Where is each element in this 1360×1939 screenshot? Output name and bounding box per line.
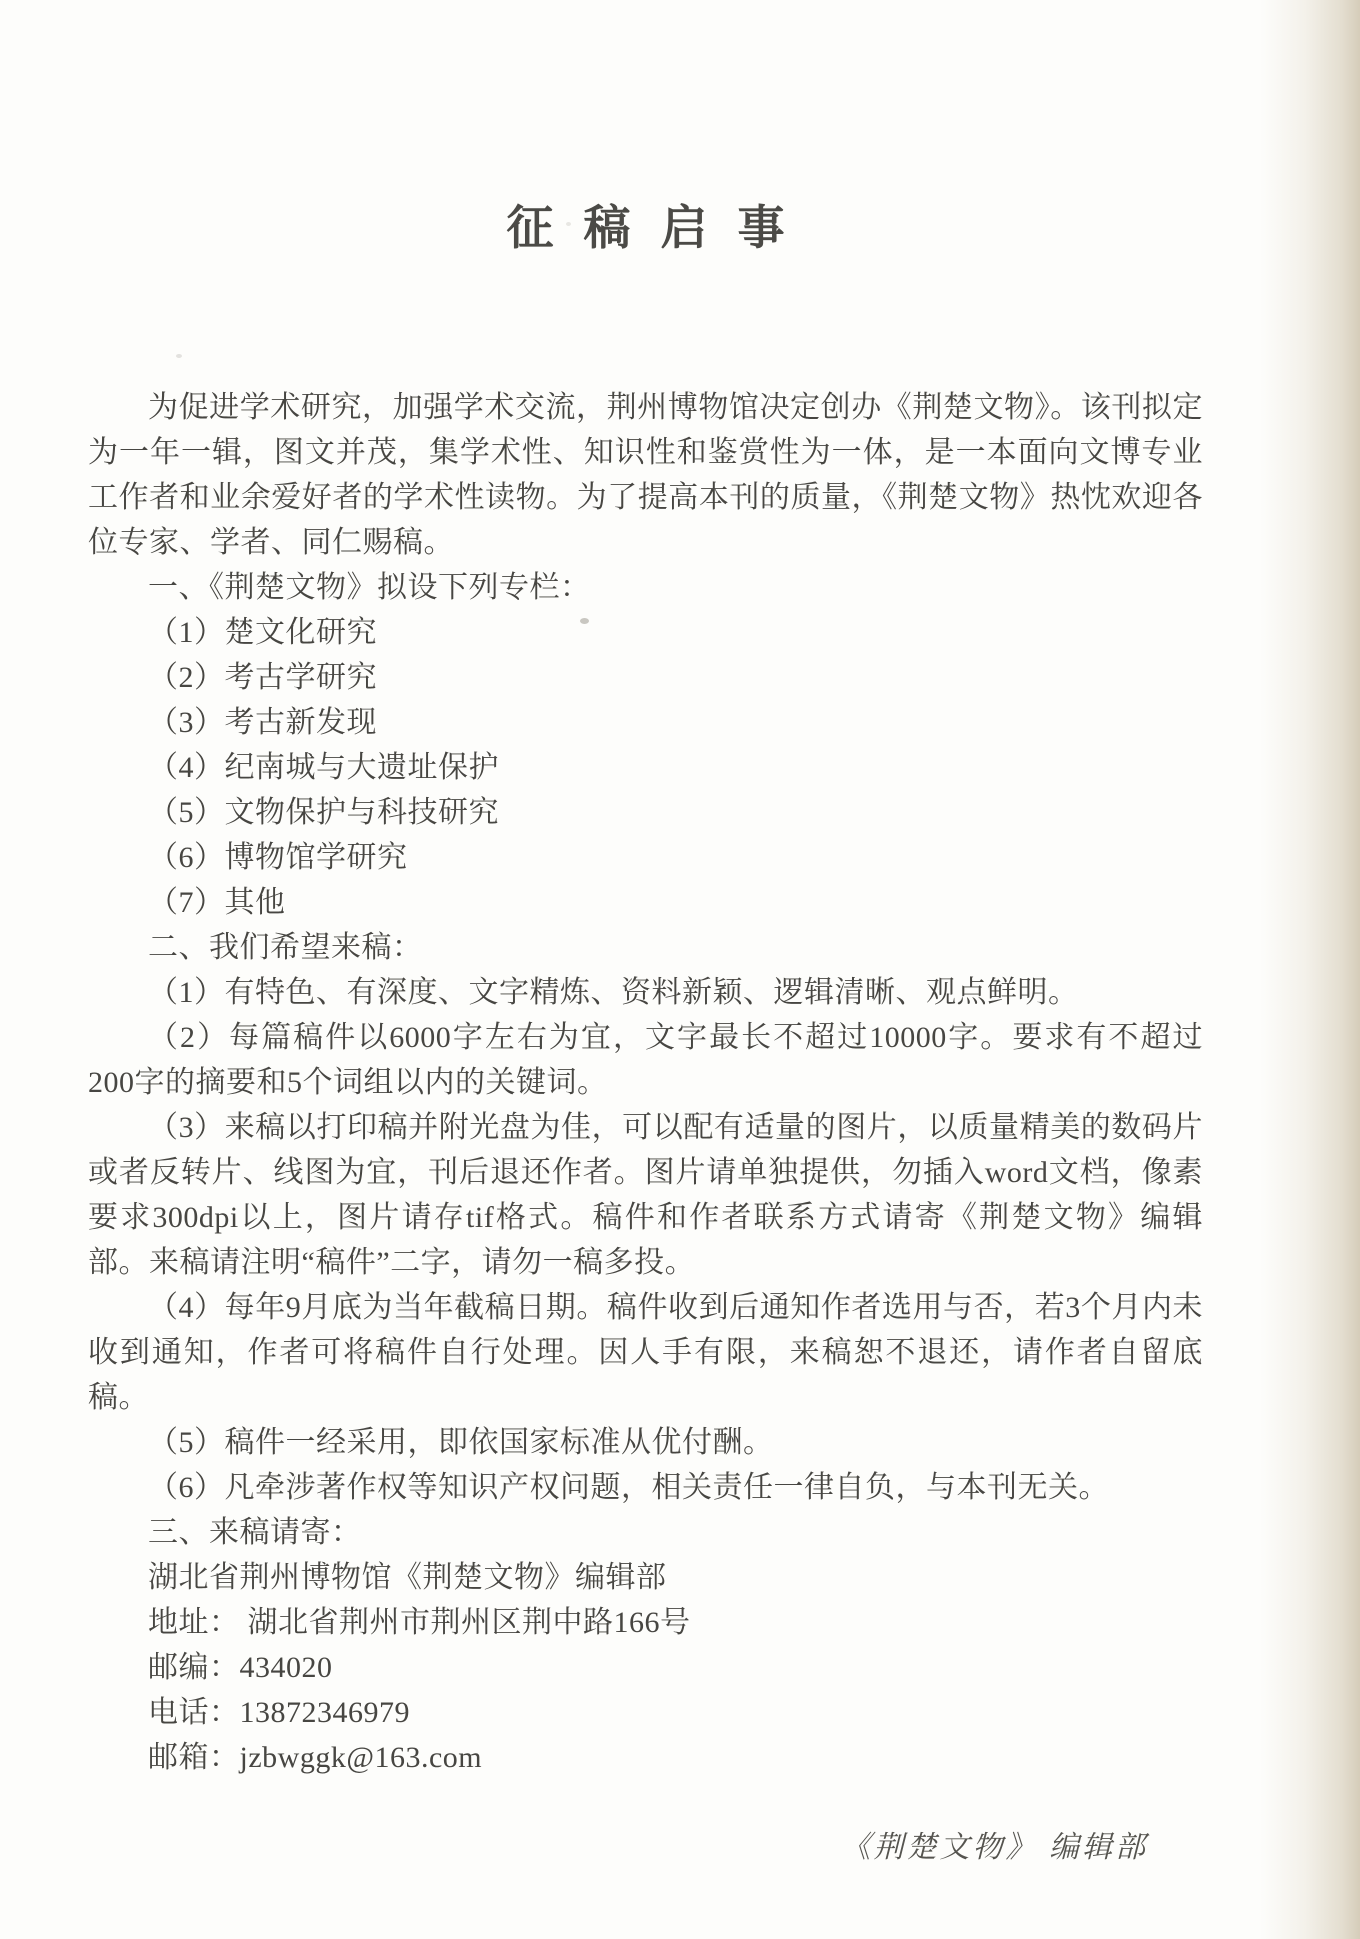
requirement-item-2: （2）每篇稿件以6000字左右为宜，文字最长不超过10000字。要求有不超过200字的摘要和5个词组以内的关键词。	[88, 1021, 1203, 1099]
requirement-item-3: （3）来稿以打印稿并附光盘为佳，可以配有适量的图片，以质量精美的数码片或者反转片、线图为宜，刊后退还作者。图片请单独提供，勿插入word文档，像素要求300dpi以上，图片请存tif格式。稿件和作者联系方式请寄《荆楚文物》编辑部。来稿请注明“稿件”二字，请勿一稿多投。	[88, 1111, 1203, 1279]
document-body	[88, 0, 1203, 1870]
requirement-item-6: （6）凡牵涉著作权等知识产权问题，相关责任一律自负，与本刊无关。	[148, 1471, 1109, 1504]
section-3-heading: 三、来稿请寄：	[148, 1516, 362, 1549]
column-item-7: （7）其他	[148, 886, 286, 919]
phone-line: 电话：13872346979	[148, 1696, 410, 1729]
column-item-5: （5）文物保护与科技研究	[148, 796, 499, 829]
postcode-line: 邮编：434020	[148, 1651, 333, 1684]
column-item-2: （2）考古学研究	[148, 661, 377, 694]
column-item-4: （4）纪南城与大遗址保护	[148, 751, 499, 784]
page-title: 征稿启事	[506, 203, 815, 255]
scan-edge-shadow	[1260, 0, 1360, 1939]
column-item-3: （3）考古新发现	[148, 706, 377, 739]
mailing-target: 湖北省荆州博物馆《荆楚文物》编辑部	[148, 1561, 667, 1594]
intro-paragraph: 为促进学术研究，加强学术交流，荆州博物馆决定创办《荆楚文物》。该刊拟定为一年一辑，图文并茂，集学术性、知识性和鉴赏性为一体，是一本面向文博专业工作者和业余爱好者的学术性读物。为了提高本刊的质量，《荆楚文物》热忱欢迎各位专家、学者、同仁赐稿。	[88, 391, 1203, 559]
address-line: 地址： 湖北省荆州市荆州区荆中路166号	[148, 1606, 691, 1639]
editorial-signature: 《荆楚文物》 编辑部	[840, 1831, 1148, 1864]
column-item-6: （6）博物馆学研究	[148, 841, 408, 874]
section-2-heading: 二、我们希望来稿：	[148, 931, 423, 964]
column-item-1: （1）楚文化研究	[148, 616, 377, 649]
requirement-item-4: （4）每年9月底为当年截稿日期。稿件收到后通知作者选用与否，若3个月内未收到通知，作者可将稿件自行处理。因人手有限，来稿恕不退还，请作者自留底稿。	[88, 1291, 1203, 1414]
section-1-heading: 一、《荆楚文物》拟设下列专栏：	[148, 571, 591, 604]
requirement-item-5: （5）稿件一经采用，即依国家标准从优付酬。	[148, 1426, 774, 1459]
requirement-item-1: （1）有特色、有深度、文字精炼、资料新颖、逻辑清晰、观点鲜明。	[148, 976, 1079, 1009]
email-line: 邮箱：jzbwggk@163.com	[148, 1741, 483, 1774]
